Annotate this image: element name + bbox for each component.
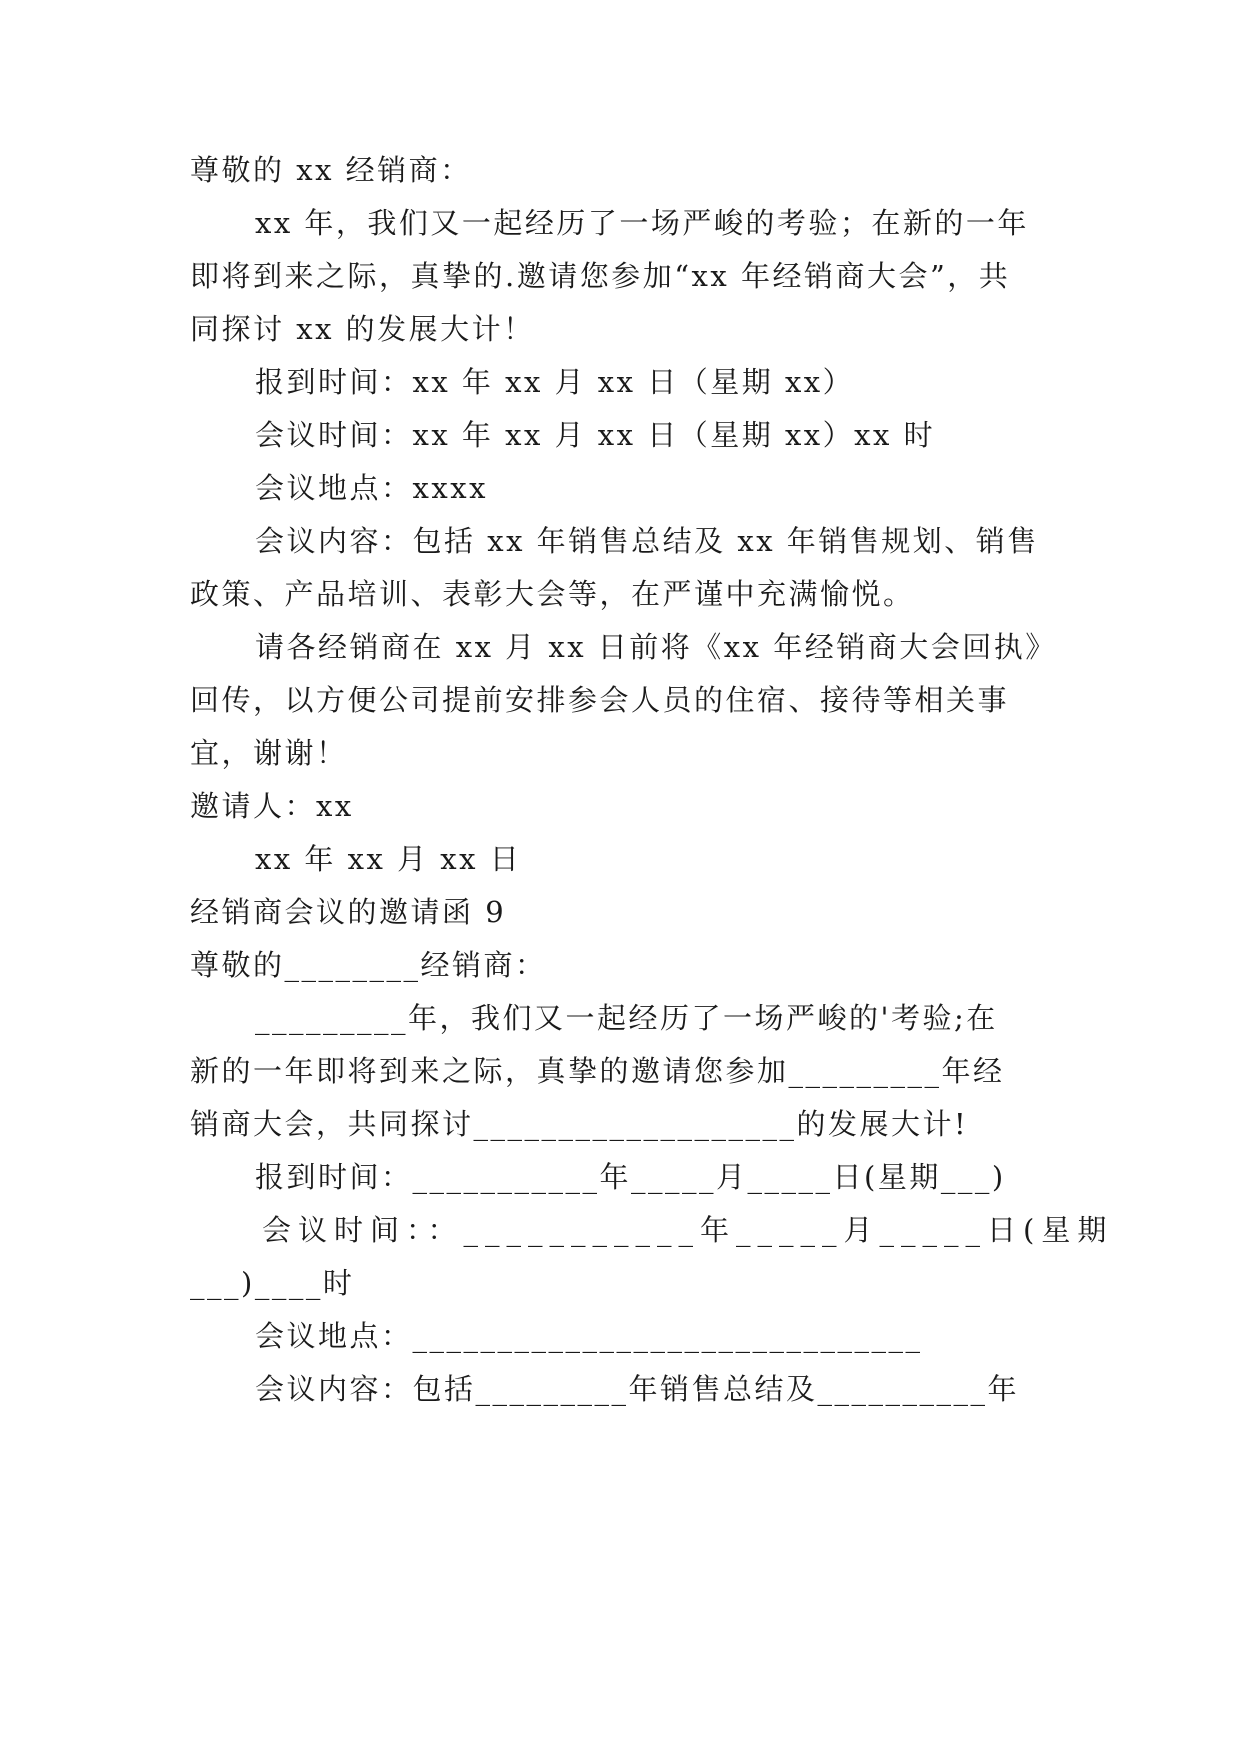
meeting-location: 会议地点：xxxx	[255, 471, 488, 505]
inviter: 邀请人：xx	[190, 789, 354, 823]
checkin-time: 报到时间：___________年_____月_____日(星期___)	[255, 1160, 1006, 1194]
section-title: 经销商会议的邀请函 9	[190, 895, 507, 929]
paragraph-line: xx 年，我们又一起经历了一场严峻的考验；在新的一年	[255, 206, 1029, 240]
paragraph-line: 请各经销商在 xx 月 xx 日前将《xx 年经销商大会回执》	[255, 630, 1057, 664]
paragraph-line: 宜，谢谢！	[190, 736, 348, 770]
paragraph-line: ___)____时	[190, 1266, 355, 1300]
paragraph-line: 新的一年即将到来之际，真挚的邀请您参加_________年经	[190, 1054, 1005, 1088]
meeting-content: 会议内容：包括_________年销售总结及__________年	[255, 1372, 1020, 1406]
checkin-time: 报到时间：xx 年 xx 月 xx 日（星期 xx）	[255, 365, 855, 399]
paragraph-line: 回传，以方便公司提前安排参会人员的住宿、接待等相关事	[190, 683, 1010, 717]
paragraph-line: 同探讨 xx 的发展大计！	[190, 312, 535, 346]
salutation: 尊敬的 xx 经销商：	[190, 153, 472, 187]
meeting-time: 会议时间：：___________年_____月_____日(星期	[262, 1213, 1114, 1247]
paragraph-line: 政策、产品培训、表彰大会等，在严谨中充满愉悦。	[190, 577, 915, 611]
date-line: xx 年 xx 月 xx 日	[255, 842, 522, 876]
salutation: 尊敬的________经销商：	[190, 948, 547, 982]
meeting-time: 会议时间：xx 年 xx 月 xx 日（星期 xx）xx 时	[255, 418, 936, 452]
meeting-location: 会议地点：______________________________	[255, 1319, 923, 1353]
paragraph-line: 即将到来之际，真挚的.邀请您参加“xx 年经销商大会”，共	[190, 259, 1011, 293]
paragraph-line: _________年，我们又一起经历了一场严峻的'考验;在	[255, 1001, 998, 1035]
meeting-content: 会议内容：包括 xx 年销售总结及 xx 年销售规划、销售	[255, 524, 1039, 558]
paragraph-line: 销商大会，共同探讨___________________的发展大计!	[190, 1107, 969, 1141]
